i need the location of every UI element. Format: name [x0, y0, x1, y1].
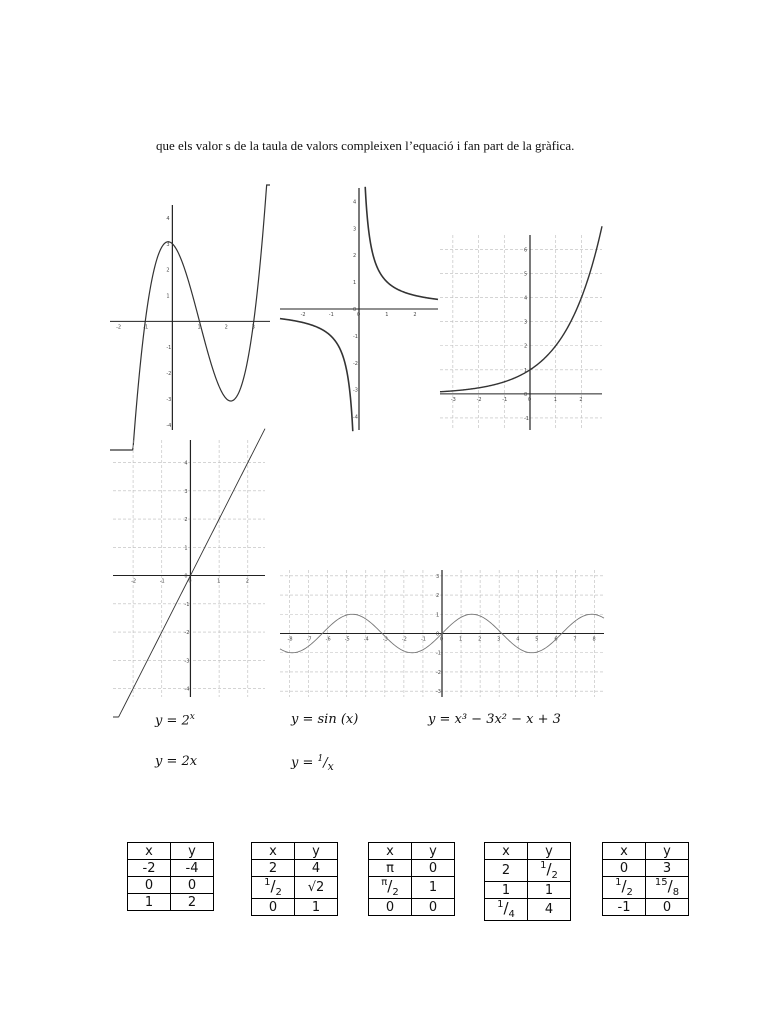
header-y: y	[528, 843, 571, 860]
cell-x: $^1/_4$	[485, 899, 528, 921]
table-row	[485, 860, 571, 882]
graph-exponential	[440, 235, 602, 430]
x-tick-label: 1	[553, 396, 557, 403]
y-tick-label: 1	[184, 545, 188, 552]
fraction-numerator: π	[381, 877, 388, 888]
x-tick-label: 1	[217, 578, 221, 585]
y-tick-label: 0	[524, 391, 528, 398]
function-curve	[365, 187, 438, 300]
y-tick-label: 4	[524, 295, 528, 302]
y-tick-label: -2	[166, 371, 172, 378]
y-tick-label: -4	[353, 414, 358, 421]
x-tick-label: -6	[325, 636, 331, 643]
equation-reciprocal-numerator: 1	[317, 754, 324, 764]
y-tick-label: -1	[166, 345, 172, 352]
x-tick-label: 4	[516, 636, 520, 643]
y-tick-label: -1	[184, 601, 190, 608]
cell-x: 0	[128, 877, 171, 894]
cell-y: 2	[171, 894, 214, 911]
cell-x: 0	[603, 860, 646, 877]
function-curve	[110, 185, 270, 450]
x-tick-label: -5	[344, 636, 350, 643]
y-tick-label: 6	[524, 247, 528, 254]
table-header-row	[252, 843, 338, 860]
y-tick-label: 2	[524, 343, 528, 350]
cell-x: π	[369, 860, 412, 877]
x-tick-label: 1	[197, 324, 201, 331]
cell-x: -1	[603, 899, 646, 916]
y-tick-label: -2	[353, 360, 358, 367]
fraction-denominator: 2	[551, 870, 558, 881]
cell-y: $^1/_2$	[528, 860, 571, 882]
x-tick-label: -1	[420, 636, 426, 643]
cell-x: -2	[128, 860, 171, 877]
cell-x: 2	[485, 860, 528, 882]
value-table-sine	[368, 842, 455, 916]
graph-reciprocal	[280, 188, 438, 430]
x-tick-label: 8	[592, 636, 596, 643]
fraction-numerator: 1	[540, 860, 547, 871]
y-tick-label: -3	[166, 396, 172, 403]
x-tick-label: 2	[224, 324, 228, 331]
function-curve	[440, 226, 602, 392]
cell-y: √2	[295, 877, 338, 899]
table-row	[485, 899, 571, 921]
y-tick-label: -4	[166, 422, 172, 429]
cell-x: 0	[252, 899, 295, 916]
y-tick-label: 3	[524, 319, 528, 326]
graph-cubic	[110, 205, 270, 430]
x-tick-label: 0	[357, 312, 361, 318]
y-tick-label: 0	[436, 631, 440, 638]
x-tick-label: 2	[478, 636, 482, 643]
table-header-row	[485, 843, 571, 860]
equation-reciprocal: $y = ^1/_x$	[291, 754, 334, 773]
y-tick-label: 2	[353, 253, 357, 260]
y-tick-label: 2	[166, 267, 170, 274]
function-curve	[113, 429, 265, 717]
y-tick-label: 3	[353, 226, 357, 233]
cell-y: 0	[412, 899, 455, 916]
y-tick-label: -3	[436, 689, 441, 696]
cell-y: -4	[171, 860, 214, 877]
equation-reciprocal-denominator: x	[327, 759, 334, 773]
y-tick-label: 3	[436, 573, 440, 580]
x-tick-label: 2	[413, 312, 417, 318]
table-header-row	[128, 843, 214, 860]
x-tick-label: -2	[131, 578, 137, 585]
cell-x: $^1/_2$	[252, 877, 295, 899]
y-tick-label: -3	[353, 387, 358, 394]
table-row	[369, 899, 455, 916]
header-x: x	[369, 843, 412, 860]
cell-y: 1	[295, 899, 338, 916]
x-tick-label: 0	[528, 396, 532, 403]
fraction-numerator: 1	[615, 877, 622, 888]
y-tick-label: 3	[184, 488, 188, 495]
cell-x: 1	[485, 882, 528, 899]
table-row	[252, 899, 338, 916]
y-tick-label: 1	[524, 367, 528, 374]
cell-y: 1	[528, 882, 571, 899]
x-tick-label: 3	[497, 636, 501, 643]
fraction-numerator: 1	[264, 877, 271, 888]
table-row	[369, 877, 455, 899]
x-tick-label: -1	[159, 578, 165, 585]
equation-linear: y = 2x	[155, 754, 198, 769]
table-row	[603, 877, 689, 899]
y-tick-label: 3	[166, 241, 170, 248]
equation-exponential-exponent: x	[189, 712, 195, 722]
x-tick-label: 2	[579, 396, 583, 403]
y-tick-label: 4	[184, 460, 188, 467]
y-tick-label: -3	[184, 658, 190, 665]
y-tick-label: -4	[184, 686, 190, 693]
x-tick-label: 2	[245, 578, 249, 585]
x-tick-label: 0	[188, 578, 192, 585]
header-y: y	[646, 843, 689, 860]
x-tick-label: 1	[459, 636, 463, 643]
y-tick-label: 2	[436, 593, 440, 600]
header-x: x	[252, 843, 295, 860]
header-y: y	[171, 843, 214, 860]
value-table-cubic	[602, 842, 689, 916]
x-tick-label: -3	[382, 636, 388, 643]
cell-y: 1	[412, 877, 455, 899]
y-tick-label: 4	[166, 215, 170, 222]
y-tick-label: -1	[524, 415, 529, 422]
y-tick-label: 5	[524, 271, 528, 278]
y-tick-label: 2	[184, 517, 188, 524]
table-row	[369, 860, 455, 877]
fraction-denominator: 4	[508, 909, 515, 920]
fraction-numerator: 1	[497, 899, 504, 910]
x-tick-label: 7	[573, 636, 577, 643]
value-table-exponential	[251, 842, 338, 916]
cell-y: 0	[412, 860, 455, 877]
x-tick-label: -2	[116, 324, 122, 331]
x-tick-label: -4	[363, 636, 369, 643]
x-tick-label: -7	[306, 636, 312, 643]
y-tick-label: 4	[353, 199, 357, 206]
x-tick-label: 6	[554, 636, 558, 643]
header-y: y	[295, 843, 338, 860]
table-row	[252, 877, 338, 899]
table-row	[128, 860, 214, 877]
cell-y: 3	[646, 860, 689, 877]
equation-cubic: y = x³ − 3x² − x + 3	[428, 712, 561, 727]
table-header-row	[603, 843, 689, 860]
cell-y: 0	[171, 877, 214, 894]
y-tick-label: 1	[166, 293, 170, 300]
cell-y: 4	[295, 860, 338, 877]
y-tick-label: 0	[353, 307, 357, 313]
fraction-denominator: 8	[672, 887, 680, 898]
header-x: x	[128, 843, 171, 860]
x-tick-label: -2	[300, 312, 306, 318]
table-row	[128, 894, 214, 911]
y-tick-label: -2	[436, 669, 441, 676]
x-tick-label: 3	[251, 324, 255, 331]
x-tick-label: -2	[476, 396, 482, 403]
graph-linear	[113, 440, 265, 697]
y-tick-label: 1	[436, 612, 440, 619]
y-tick-label: 0	[184, 573, 188, 580]
value-table-reciprocal	[484, 842, 571, 921]
fraction-denominator: 2	[392, 887, 399, 898]
y-tick-label: -1	[436, 650, 441, 657]
x-tick-label: -1	[502, 396, 508, 403]
x-tick-label: -8	[287, 636, 293, 643]
equation-reciprocal-left: y =	[291, 755, 318, 771]
cell-x: 0	[369, 899, 412, 916]
function-curve	[280, 319, 353, 432]
cell-x: 2	[252, 860, 295, 877]
x-tick-label: 1	[385, 312, 389, 318]
x-tick-label: 0	[440, 636, 444, 643]
equation-sine: y = sin (x)	[291, 712, 359, 727]
cell-y: $^{15}/_8$	[646, 877, 689, 899]
x-tick-label: -3	[450, 396, 456, 403]
table-row	[485, 882, 571, 899]
fraction-denominator: 2	[275, 887, 282, 898]
intro-text: que els valor s de la taula de valors compleixen l’equació i fan part de la gràfica.	[156, 138, 575, 153]
fraction-numerator: 15	[654, 877, 668, 888]
y-tick-label: 1	[353, 280, 357, 287]
x-tick-label: -1	[328, 312, 334, 318]
cell-y: 4	[528, 899, 571, 921]
x-tick-label: -1	[143, 324, 149, 331]
header-x: x	[603, 843, 646, 860]
x-tick-label: 5	[535, 636, 539, 643]
header-y: y	[412, 843, 455, 860]
value-table-linear	[127, 842, 214, 911]
graph-sine	[280, 570, 604, 697]
cell-y: 0	[646, 899, 689, 916]
cell-x: 1	[128, 894, 171, 911]
table-row	[603, 860, 689, 877]
equation-exponential-base: y = 2	[155, 713, 190, 729]
cell-x: $^\pi/_2$	[369, 877, 412, 899]
header-x: x	[485, 843, 528, 860]
fraction-denominator: 2	[626, 887, 633, 898]
table-row	[603, 899, 689, 916]
x-tick-label: -2	[401, 636, 407, 643]
y-tick-label: -1	[353, 333, 358, 340]
table-header-row	[369, 843, 455, 860]
equation-exponential	[155, 712, 195, 728]
table-row	[128, 877, 214, 894]
cell-x: $^1/_2$	[603, 877, 646, 899]
y-tick-label: -2	[184, 630, 190, 637]
table-row	[252, 860, 338, 877]
